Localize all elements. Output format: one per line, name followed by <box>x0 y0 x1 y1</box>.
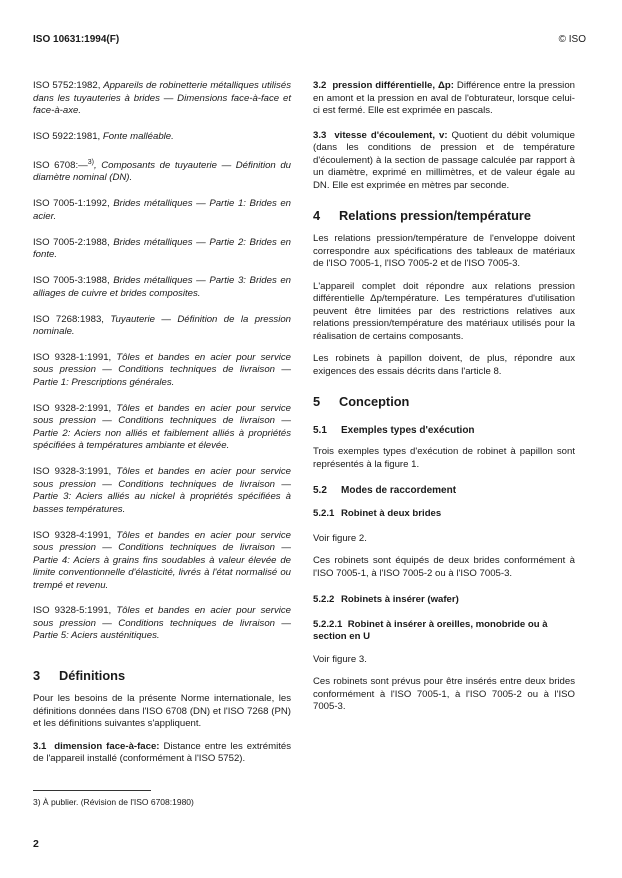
definitions-intro: Pour les besoins de la présente Norme internationale, les définitions données dans l'ISO 6708 (DN) et l'ISO 7268 (PN) et les définitions suivantes s'appliquent. <box>33 693 291 730</box>
subsection-number: 5.2.2.1 <box>313 618 343 630</box>
definition-3-1 <box>33 741 291 766</box>
reference-title: Tôles et bandes en acier pour service sous pression — Conditions techniques de livraison — Partie 1: Prescriptions générales. <box>33 351 292 388</box>
reference-id: ISO 5922:1981, <box>33 130 103 142</box>
reference-title: Brides métalliques — Partie 1: Brides en acier. <box>33 198 292 222</box>
reference-item <box>33 352 291 390</box>
definition-text: Quotient du débit volumique (dans les conditions de pression et de température d'écoulement) à la section de passage calculée par rapport à un diamètre, exprimé en millimètres, et de valeur égale au DN. Elle est exprimée en mètres par seconde. <box>313 129 575 191</box>
reference-item <box>33 403 291 453</box>
reference-id: ISO 7005-2:1988, <box>33 236 114 248</box>
reference-item <box>33 466 291 516</box>
reference-title: Fonte malléable. <box>102 130 174 142</box>
left-column <box>33 80 291 776</box>
reference-title: , Composants de tuyauterie — Définition du diamètre nominal (DN). <box>33 159 291 184</box>
reference-title: Brides métalliques — Partie 3: Brides en alliages de cuivre et brides composites. <box>33 275 292 299</box>
definition-3-3 <box>313 130 575 193</box>
reference-id: ISO 5752:1982, <box>33 80 104 91</box>
reference-id: ISO 7005-3:1988, <box>33 275 114 287</box>
reference-id: ISO 9328-1:1991, <box>33 351 117 363</box>
definition-text: Différence entre la pression en amont et la pression en aval de l'obturateur, lorsque celui-ci est fermé. Elle est exprimée en pascals. <box>313 80 575 116</box>
section-title: Conception <box>339 394 410 409</box>
definition-number: 3.1 <box>33 740 47 752</box>
section-number: 3 <box>33 668 41 684</box>
definition-number: 3.3 <box>313 129 327 141</box>
reference-item <box>33 131 291 144</box>
subsection-5-2-2-1-heading <box>313 619 575 644</box>
reference-item <box>33 314 291 339</box>
reference-id: ISO 9328-4:1991, <box>33 529 117 541</box>
footnote-divider <box>33 790 151 791</box>
reference-item <box>33 275 291 300</box>
paragraph: Les relations pression/température de l'enveloppe doivent correspondre aux spécifications des tableaux de matériaux de l'ISO 7005-1, l'ISO 7005-2 et de l'ISO 7005-3. <box>313 233 575 269</box>
footnote: 3) À publier. (Révision de l'ISO 6708:1980) <box>33 797 194 807</box>
paragraph: Ces robinets sont prévus pour être insérés entre deux brides conformément à l'ISO 7005-1, à l'ISO 7005-2 ou à l'ISO 7005-3. <box>313 676 575 712</box>
definition-3-2 <box>313 80 575 118</box>
subsection-5-2-1-heading <box>313 508 575 521</box>
reference-item <box>33 198 291 223</box>
subsection-number: 5.1 <box>313 425 327 436</box>
page-number: 2 <box>33 838 39 850</box>
reference-title: Tôles et bandes en acier pour service sous pression — Conditions techniques de livraison — Partie 4: Aciers à grains fins soudables à valeur élevée de limite conventionnelle d'élasticité, livrés à l'état normalisé ou trempé et revenu. <box>33 529 292 591</box>
reference-title: Brides métalliques — Partie 2: Brides en fonte. <box>33 236 292 261</box>
footnote-marker: 3) <box>87 158 94 166</box>
section-3-heading <box>33 668 291 683</box>
reference-item <box>33 237 291 262</box>
section-5-heading <box>313 394 575 409</box>
subsection-number: 5.2.2 <box>313 594 335 605</box>
reference-id: ISO 9328-3:1991, <box>33 466 117 478</box>
subsection-title: Robinet à deux brides <box>341 508 442 519</box>
reference-item <box>33 605 291 643</box>
reference-title: Appareils de robinetterie métalliques utilisés dans les tuyauteries à brides — Dimensions face-à-face et face-à-axe. <box>33 80 291 116</box>
definition-text: Distance entre les extrémités de l'appareil installé (conformément à l'ISO 5752). <box>33 740 291 765</box>
subsection-number: 5.2 <box>313 485 327 496</box>
definition-number: 3.2 <box>313 80 327 91</box>
subsection-5-1-heading <box>313 425 575 436</box>
subsection-title: Modes de raccordement <box>341 485 457 496</box>
paragraph: Voir figure 3. <box>313 653 367 665</box>
right-column <box>313 80 575 724</box>
paragraph: L'appareil complet doit répondre aux relations pression différentielle Δp/température. Les températures d'utilisation peuvent être limitées par des restrictions relatives aux relations pression/température des matériaux utilisés pour la réalisation de certains composants. <box>313 280 575 342</box>
reference-title: Tôles et bandes en acier pour service sous pression — Conditions techniques de livraison — Partie 2: Aciers non alliés et faiblement alliés à propriétés spécifiées à températures ambiante et élevée. <box>33 402 292 452</box>
reference-title: Tôles et bandes en acier pour service sous pression — Conditions techniques de livraison — Partie 5: Aciers austénitiques. <box>33 605 292 642</box>
reference-id: ISO 7005-1:1992, <box>33 198 114 210</box>
section-title: Définitions <box>59 668 126 684</box>
section-number: 4 <box>313 208 321 223</box>
definition-term: pression différentielle, Δp: <box>332 80 454 91</box>
paragraph: Les robinets à papillon doivent, de plus, répondre aux exigences des essais décrits dans l'article 8. <box>313 353 575 377</box>
paragraph: Voir figure 2. <box>313 532 367 544</box>
reference-id: ISO 6708:— <box>33 159 88 171</box>
subsection-title: Robinets à insérer (wafer) <box>341 594 459 605</box>
reference-id: ISO 9328-5:1991, <box>33 605 117 617</box>
subsection-title: Robinet à insérer à oreilles, monobride ou à section en U <box>313 618 548 642</box>
subsection-title: Exemples types d'exécution <box>341 425 475 436</box>
subsection-5-2-heading <box>313 485 575 496</box>
definition-term: dimension face-à-face: <box>54 740 160 752</box>
reference-list <box>33 80 291 643</box>
copyright-mark: © ISO <box>558 34 586 45</box>
reference-id: ISO 9328-2:1991, <box>33 402 117 414</box>
section-number: 5 <box>313 394 321 409</box>
reference-id: ISO 7268:1983, <box>33 313 111 325</box>
definition-term: vitesse d'écoulement, v: <box>334 129 448 141</box>
paragraph: Trois exemples types d'exécution de robinet à papillon sont représentés à la figure 1. <box>313 446 575 470</box>
reference-item <box>33 530 291 593</box>
subsection-number: 5.2.1 <box>313 508 335 519</box>
reference-title: Tuyauterie — Définition de la pression nominale. <box>33 313 291 338</box>
reference-item <box>33 80 291 118</box>
section-4-heading <box>313 208 575 223</box>
document-header-code: ISO 10631:1994(F) <box>33 34 120 45</box>
section-title: Relations pression/température <box>339 208 532 223</box>
reference-title: Tôles et bandes en acier pour service sous pression — Conditions techniques de livraison — Partie 3: Aciers alliés au nickel à propriétés spécifiées à basses températures. <box>33 466 292 515</box>
reference-item <box>33 157 291 185</box>
subsection-5-2-2-heading <box>313 594 575 607</box>
paragraph: Ces robinets sont équipés de deux brides conformément à l'ISO 7005-1, à l'ISO 7005-2 ou à l'ISO 7005-3. <box>313 555 575 579</box>
